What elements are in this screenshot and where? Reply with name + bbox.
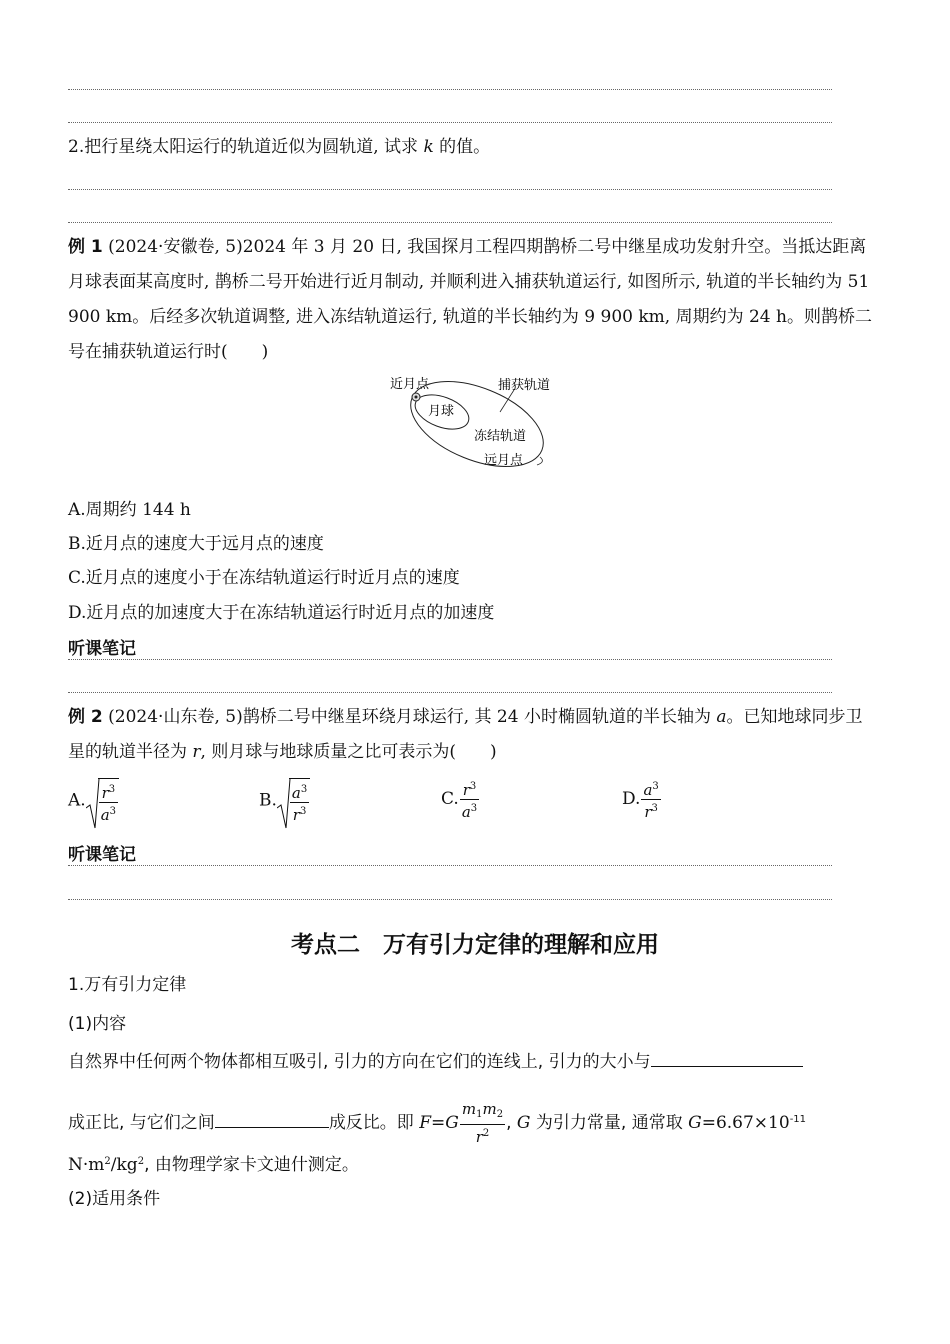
example-2-stem: 例 2 (2024·山东卷, 5)鹊桥二号中继星环绕月球运行, 其 24 小时椭圆轨道的半长轴为 a。已知地球同步卫星的轨道半径为 r, 则月球与地球质量之比可表示为( ) bbox=[68, 707, 863, 762]
law-text-line-1: 自然界中任何两个物体都相互吸引, 引力的方向在它们的连线上, 引力的大小与 bbox=[68, 1050, 803, 1072]
option-b: B.近月点的速度大于远月点的速度 bbox=[68, 534, 324, 554]
capture-orbit-label: 捕获轨道 bbox=[498, 378, 551, 393]
subsection-1-2: (2)适用条件 bbox=[68, 1189, 161, 1209]
subsection-1-1: (1)内容 bbox=[68, 1014, 127, 1034]
far-point-label: 远月点 bbox=[484, 453, 524, 468]
question-2: 2.把行星绕太阳运行的轨道近似为圆轨道, 试求 k 的值。 bbox=[68, 137, 491, 157]
frozen-orbit-label: 冻结轨道 bbox=[474, 429, 527, 444]
answer-line bbox=[68, 189, 832, 190]
ex2-option-a: A. $\frac{r^3}{a^3}$ bbox=[68, 778, 119, 824]
option-d: D.近月点的加速度大于在冻结轨道运行时近月点的加速度 bbox=[68, 603, 495, 623]
ex2-option-c: C. $\frac{r^3}{a^3}$ bbox=[441, 778, 480, 821]
answer-line bbox=[68, 899, 832, 900]
notes-label: 听课笔记 bbox=[68, 639, 136, 659]
fill-blank bbox=[215, 1111, 329, 1128]
ex2-option-b: B. $\frac{a^3}{r^3}$ bbox=[259, 778, 310, 824]
answer-line bbox=[68, 692, 832, 693]
example-1-stem: 例 1 (2024·安徽卷, 5)2024 年 3 月 20 日, 我国探月工程四期鹊桥二号中继星成功发射升空。当抵达距离月球表面某高度时, 鹊桥二号开始进行近月制动, 并顺利进入捕获轨道运行, 如图所示, 轨道的半长轴约为 51 900 km。后经多次轨道调整, 进入冻结轨道运行, 轨道的半长轴约为 9 900 km, 周期约为 24 h。则鹊桥二号在捕获轨道运行时( ) bbox=[68, 237, 872, 362]
answer-line bbox=[68, 865, 832, 866]
fill-blank bbox=[651, 1050, 803, 1067]
law-text-line-2: 成正比, 与它们之间 成反比。即 F=G $\frac{m_1m_2}{r^2}$ , G 为引力常量, 通常取 $G=6.67\times 10^{-11}$ bbox=[68, 1100, 807, 1146]
option-a: A.周期约 144 h bbox=[68, 500, 191, 520]
ex2-option-d: D. $\frac{a^3}{r^3}$ bbox=[622, 778, 662, 821]
subsection-1-title: 1.万有引力定律 bbox=[68, 975, 187, 995]
near-point-marker bbox=[415, 396, 418, 399]
law-text-line-3: $N\cdot m^2/kg^2$, 由物理学家卡文迪什测定。 bbox=[68, 1155, 359, 1175]
example-label: 例 2 bbox=[68, 707, 103, 727]
orbit-diagram bbox=[380, 372, 570, 480]
gravity-formula-fraction: $\frac{m_1m_2}{r^2}$ bbox=[461, 1100, 504, 1146]
example-label: 例 1 bbox=[68, 237, 103, 257]
answer-line bbox=[68, 659, 832, 660]
answer-line bbox=[68, 89, 832, 90]
answer-line bbox=[68, 222, 832, 223]
answer-line bbox=[68, 122, 832, 123]
option-c: C.近月点的速度小于在冻结轨道运行时近月点的速度 bbox=[68, 568, 460, 588]
moon-label: 月球 bbox=[428, 404, 455, 419]
section-title: 考点二 万有引力定律的理解和应用 bbox=[291, 932, 659, 958]
near-point-label: 近月点 bbox=[390, 377, 430, 392]
notes-label: 听课笔记 bbox=[68, 845, 136, 865]
